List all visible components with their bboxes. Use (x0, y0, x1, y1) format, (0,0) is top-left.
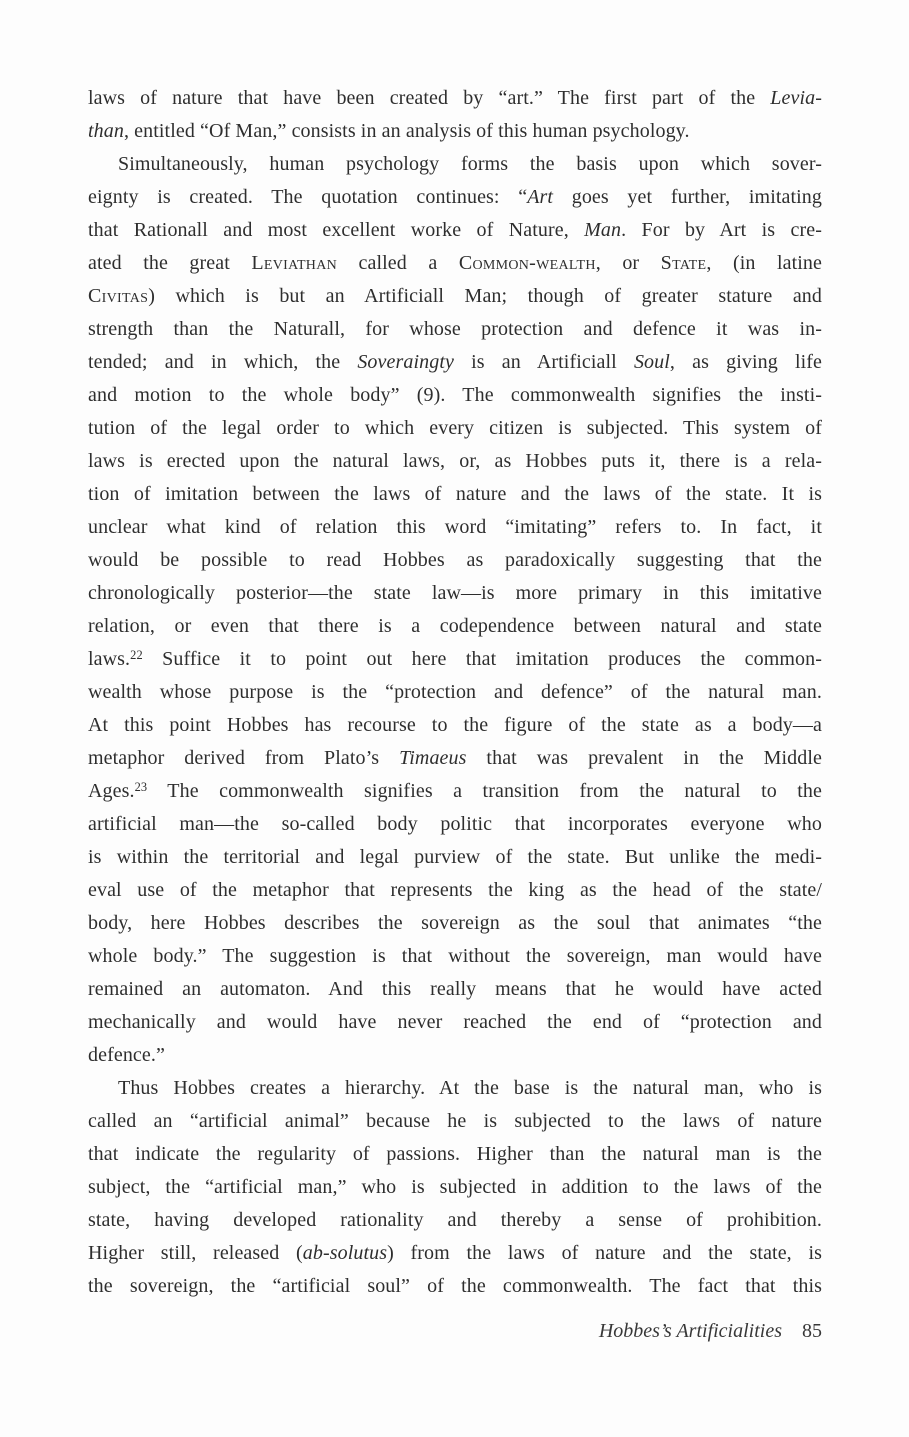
text-line: ated the great Leviathan called a Common-wealth, or State, (in latine (88, 252, 822, 274)
text-line: Higher still, released (ab-solutus) from the laws of nature and the state, is (88, 1242, 822, 1264)
text-line: unclear what kind of relation this word “imitating” refers to. In fact, it (88, 516, 822, 538)
text-line: state, having developed rationality and thereby a sense of prohibition. (88, 1209, 822, 1231)
text-line: than, entitled “Of Man,” consists in an analysis of this human psychology. (88, 120, 690, 142)
text-line: that Rationall and most excellent worke of Nature, Man. For by Art is cre- (88, 219, 822, 241)
text-line: mechanically and would have never reached the end of “protection and (88, 1011, 822, 1033)
text-line: Ages.$^{23}$ The commonwealth signifies a transition from the natural to the (88, 780, 822, 802)
footnote-ref: 22 (130, 648, 143, 663)
text-line: wealth whose purpose is the “protection and defence” of the natural man. (88, 681, 822, 703)
text-line: eval use of the metaphor that represents the king as the head of the state/ (88, 879, 822, 901)
text-line: tution of the legal order to which every citizen is subjected. This system of (88, 417, 822, 439)
text-line: Thus Hobbes creates a hierarchy. At the base is the natural man, who is (118, 1077, 822, 1099)
text-line: defence.” (88, 1044, 165, 1066)
text-line: remained an automaton. And this really means that he would have acted (88, 978, 822, 1000)
text-line: relation, or even that there is a codependence between natural and state (88, 615, 822, 637)
text-line: At this point Hobbes has recourse to the figure of the state as a body—a (88, 714, 822, 736)
page-number: 85 (802, 1320, 822, 1342)
text-line: the sovereign, the “artificial soul” of the commonwealth. The fact that this (88, 1275, 822, 1297)
body-text (88, 82, 822, 1303)
text-line: tion of imitation between the laws of nature and the laws of the state. It is (88, 483, 822, 505)
footnote-ref: 23 (134, 780, 148, 795)
text-line: that indicate the regularity of passions. Higher than the natural man is the (88, 1143, 822, 1165)
text-line: artificial man—the so-called body politic that incorporates everyone who (88, 813, 822, 835)
text-line: laws.$^{22}$ Suffice it to point out here that imitation produces the common- (88, 648, 822, 670)
text-line: Simultaneously, human psychology forms the basis upon which sover- (118, 153, 822, 175)
text-line: subject, the “artificial man,” who is subjected in addition to the laws of the (88, 1176, 822, 1198)
text-line: tended; and in which, the Soveraingty is an Artificiall Soul, as giving life (88, 351, 822, 373)
text-line: and motion to the whole body” (9). The commonwealth signifies the insti- (88, 384, 822, 406)
text-line: metaphor derived from Plato’s Timaeus that was prevalent in the Middle (88, 747, 823, 769)
text-line: is within the territorial and legal purview of the state. But unlike the medi- (88, 846, 822, 868)
text-line: whole body.” The suggestion is that without the sovereign, man would have (88, 945, 822, 967)
text-line: Civitas) which is but an Artificiall Man; though of greater stature and (88, 285, 822, 307)
text-line: chronologically posterior—the state law—is more primary in this imitative (88, 582, 822, 604)
text-line: would be possible to read Hobbes as paradoxically suggesting that the (88, 549, 822, 571)
running-head: Hobbes’s Artificialities (598, 1320, 782, 1342)
text-line: body, here Hobbes describes the sovereign as the soul that animates “the (88, 912, 822, 934)
text-line: eignty is created. The quotation continues: “Art goes yet further, imitating (88, 186, 822, 208)
text-line: laws is erected upon the natural laws, or, as Hobbes puts it, there is a rela- (88, 450, 822, 472)
text-line: strength than the Naturall, for whose protection and defence it was in- (88, 318, 822, 340)
page-footer (599, 1320, 822, 1343)
text-line: laws of nature that have been created by “art.” The first part of the Levia- (88, 87, 822, 109)
text-line: called an “artificial animal” because he is subjected to the laws of nature (88, 1110, 822, 1132)
